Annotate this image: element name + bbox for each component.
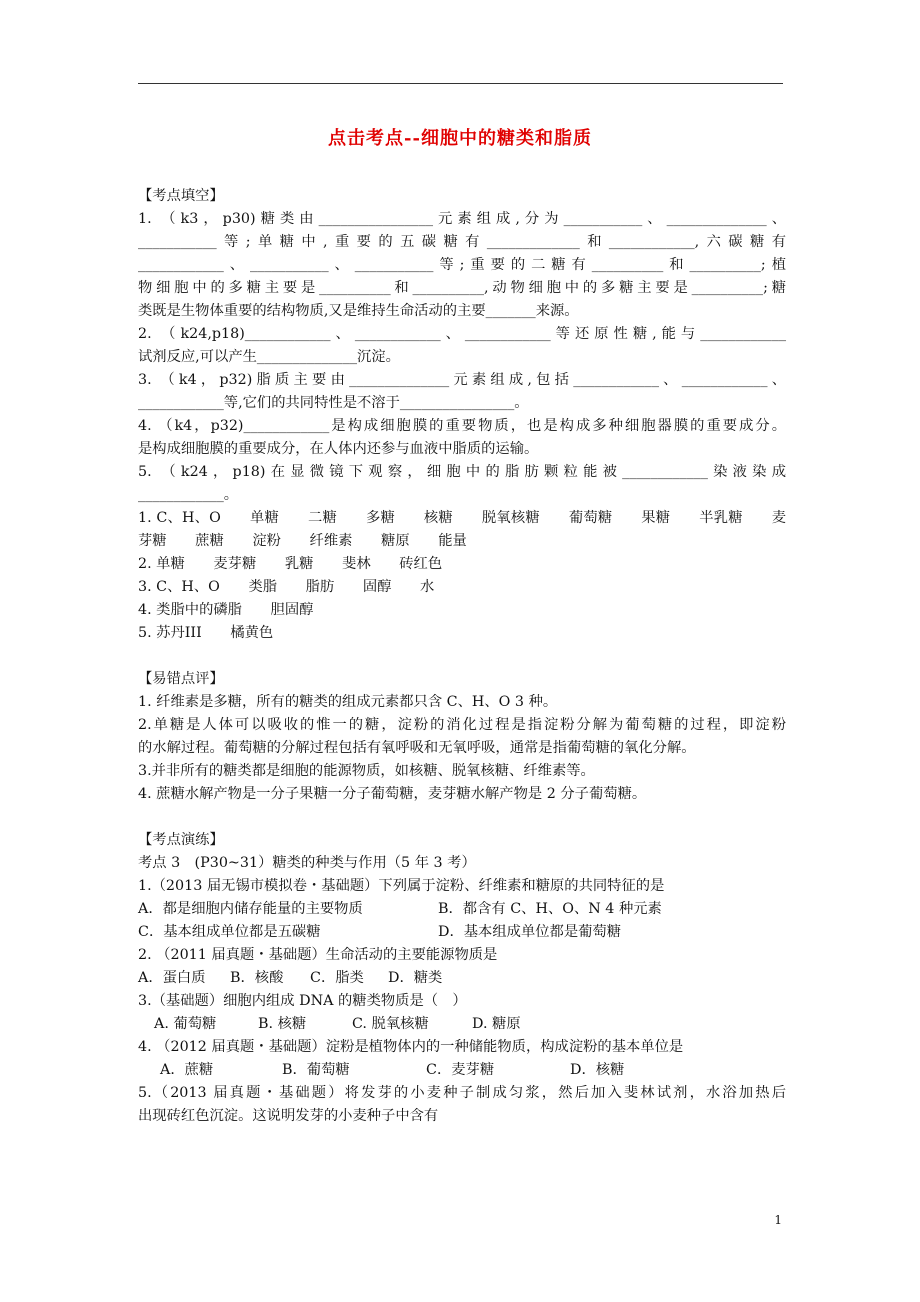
- option: A．蔗糖: [160, 1062, 214, 1078]
- practice-heading: 考点 3 (P30~31）糖类的种类与作用（5 年 3 考）: [138, 855, 476, 871]
- option: A．蛋白质: [138, 970, 206, 986]
- question-1-options-row-2: [138, 921, 786, 944]
- error-note: 3.并非所有的糖类都是细胞的能源物质，如核糖、脱氧核糖、纤维素等。: [138, 763, 595, 779]
- question-5: 5.（2013 届真题・基础题）将发芽的小麦种子制成匀浆，然后加入斐林试剂，水浴加热后: [138, 1085, 786, 1101]
- question-4: 4. （2012 届真题・基础题）淀粉是植物体内的一种储能物质，构成淀粉的基本单位是: [138, 1039, 684, 1055]
- header-rule: [138, 83, 783, 84]
- page-title: 点击考点--细胞中的糖类和脂质: [328, 128, 592, 149]
- section-heading-errors: 【易错点评】: [138, 671, 224, 687]
- question-3: 3.（基础题）细胞内组成 DNA 的糖类物质是（ ）: [138, 993, 467, 1009]
- question-3-options: [138, 1013, 786, 1036]
- fill-line: 2. （k24,p18)____________、____________、____________等还原性糖,能与____________: [138, 326, 786, 342]
- error-note: 2.单糖是人体可以吸收的惟一的糖，淀粉的消化过程是指淀粉分解为葡萄糖的过程，即淀粉: [138, 717, 786, 733]
- fill-line: 3. （k4，p32)脂质主要由______________元素组成,包括____________、____________、: [138, 372, 786, 388]
- fill-line: ____________等,它们的共同特性是不溶于________________。: [138, 395, 529, 411]
- option: D. 糖原: [472, 1016, 521, 1032]
- question-2: 2. （2011 届真题・基础题）生命活动的主要能源物质是: [138, 947, 498, 963]
- answer-line: 4. 类脂中的磷脂 胆固醇: [138, 602, 314, 618]
- fill-line: 物细胞中的多糖主要是__________和__________,动物细胞中的多糖主要是__________;糖: [138, 280, 786, 296]
- option: D．糖类: [388, 970, 443, 986]
- fill-line: 类既是生物体重要的结构物质,又是维持生命活动的主要_______来源。: [138, 303, 579, 319]
- fill-line: ____________、___________、___________等;重要的二糖有__________和__________;植: [138, 257, 786, 273]
- document-body: [138, 185, 786, 1128]
- option: C．脂类: [310, 970, 364, 986]
- fill-line: ___________等;单糖中,重要的五碳糖有_____________和____________,六碳糖有: [138, 234, 786, 250]
- option: A．都是细胞内储存能量的主要物质: [138, 901, 363, 917]
- question-4-options: [138, 1059, 786, 1082]
- answer-line: 2. 单糖 麦芽糖 乳糖 斐林 砖红色: [138, 556, 443, 572]
- section-heading-fill: 【考点填空】: [138, 188, 224, 204]
- option: C．麦芽糖: [426, 1062, 495, 1078]
- answer-line: 5. 苏丹III 橘黄色: [138, 625, 274, 641]
- fill-line: ____________。: [138, 487, 239, 503]
- option: B．都含有 C、H、O、N 4 种元素: [438, 901, 662, 917]
- fill-line: 4. （k4，p32)____________是构成细胞膜的重要物质，也是构成多种细胞器膜的重要成分。: [138, 418, 786, 434]
- question-5-continued: 出现砖红色沉淀。这说明发芽的小麦种子中含有: [138, 1108, 439, 1124]
- option: D．基本组成单位都是葡萄糖: [438, 924, 622, 940]
- option: A. 葡萄糖: [154, 1016, 217, 1032]
- section-heading-practice: 【考点演练】: [138, 832, 224, 848]
- question-1: 1.（2013 届无锡市模拟卷・基础题）下列属于淀粉、纤维素和糖原的共同特征的是: [138, 878, 665, 894]
- option: B. 核糖: [258, 1016, 307, 1032]
- option: B．核酸: [230, 970, 284, 986]
- error-note: 的水解过程。葡萄糖的分解过程包括有氧呼吸和无氧呼吸，通常是指葡萄糖的氧化分解。: [138, 740, 696, 756]
- error-note: 4. 蔗糖水解产物是一分子果糖一分子葡萄糖，麦芽糖水解产物是 2 分子葡萄糖。: [138, 786, 647, 802]
- answer-line: 3. C、H、O 类脂 脂肪 固醇 水: [138, 579, 435, 595]
- fill-line: 5. （k24，p18)在显微镜下观察，细胞中的脂肪颗粒能被____________染液染成: [138, 464, 786, 480]
- page-number: 1: [774, 1213, 782, 1227]
- option: D．核糖: [570, 1062, 625, 1078]
- option: C．基本组成单位都是五碳糖: [138, 924, 321, 940]
- fill-line: 是构成细胞膜的重要成分，在人体内还参与血液中脂质的运输。: [138, 441, 539, 457]
- answer-line: 1. C、H、O 单糖 二糖 多糖 核糖 脱氧核糖 葡萄糖 果糖 半乳糖 麦: [138, 510, 786, 526]
- error-note: 1. 纤维素是多糖，所有的糖类的组成元素都只含 C、H、O 3 种。: [138, 694, 558, 710]
- answer-line: 芽糖 蔗糖 淀粉 纤维素 糖原 能量: [138, 533, 467, 549]
- fill-line: 试剂反应,可以产生______________沉淀。: [138, 349, 400, 365]
- option: C. 脱氧核糖: [352, 1016, 429, 1032]
- option: B．葡萄糖: [282, 1062, 350, 1078]
- question-1-options-row-1: [138, 898, 786, 921]
- question-2-options: [138, 967, 786, 990]
- fill-line: 1. （k3，p30)糖类由________________元素组成,分为___________、______________、: [138, 211, 786, 227]
